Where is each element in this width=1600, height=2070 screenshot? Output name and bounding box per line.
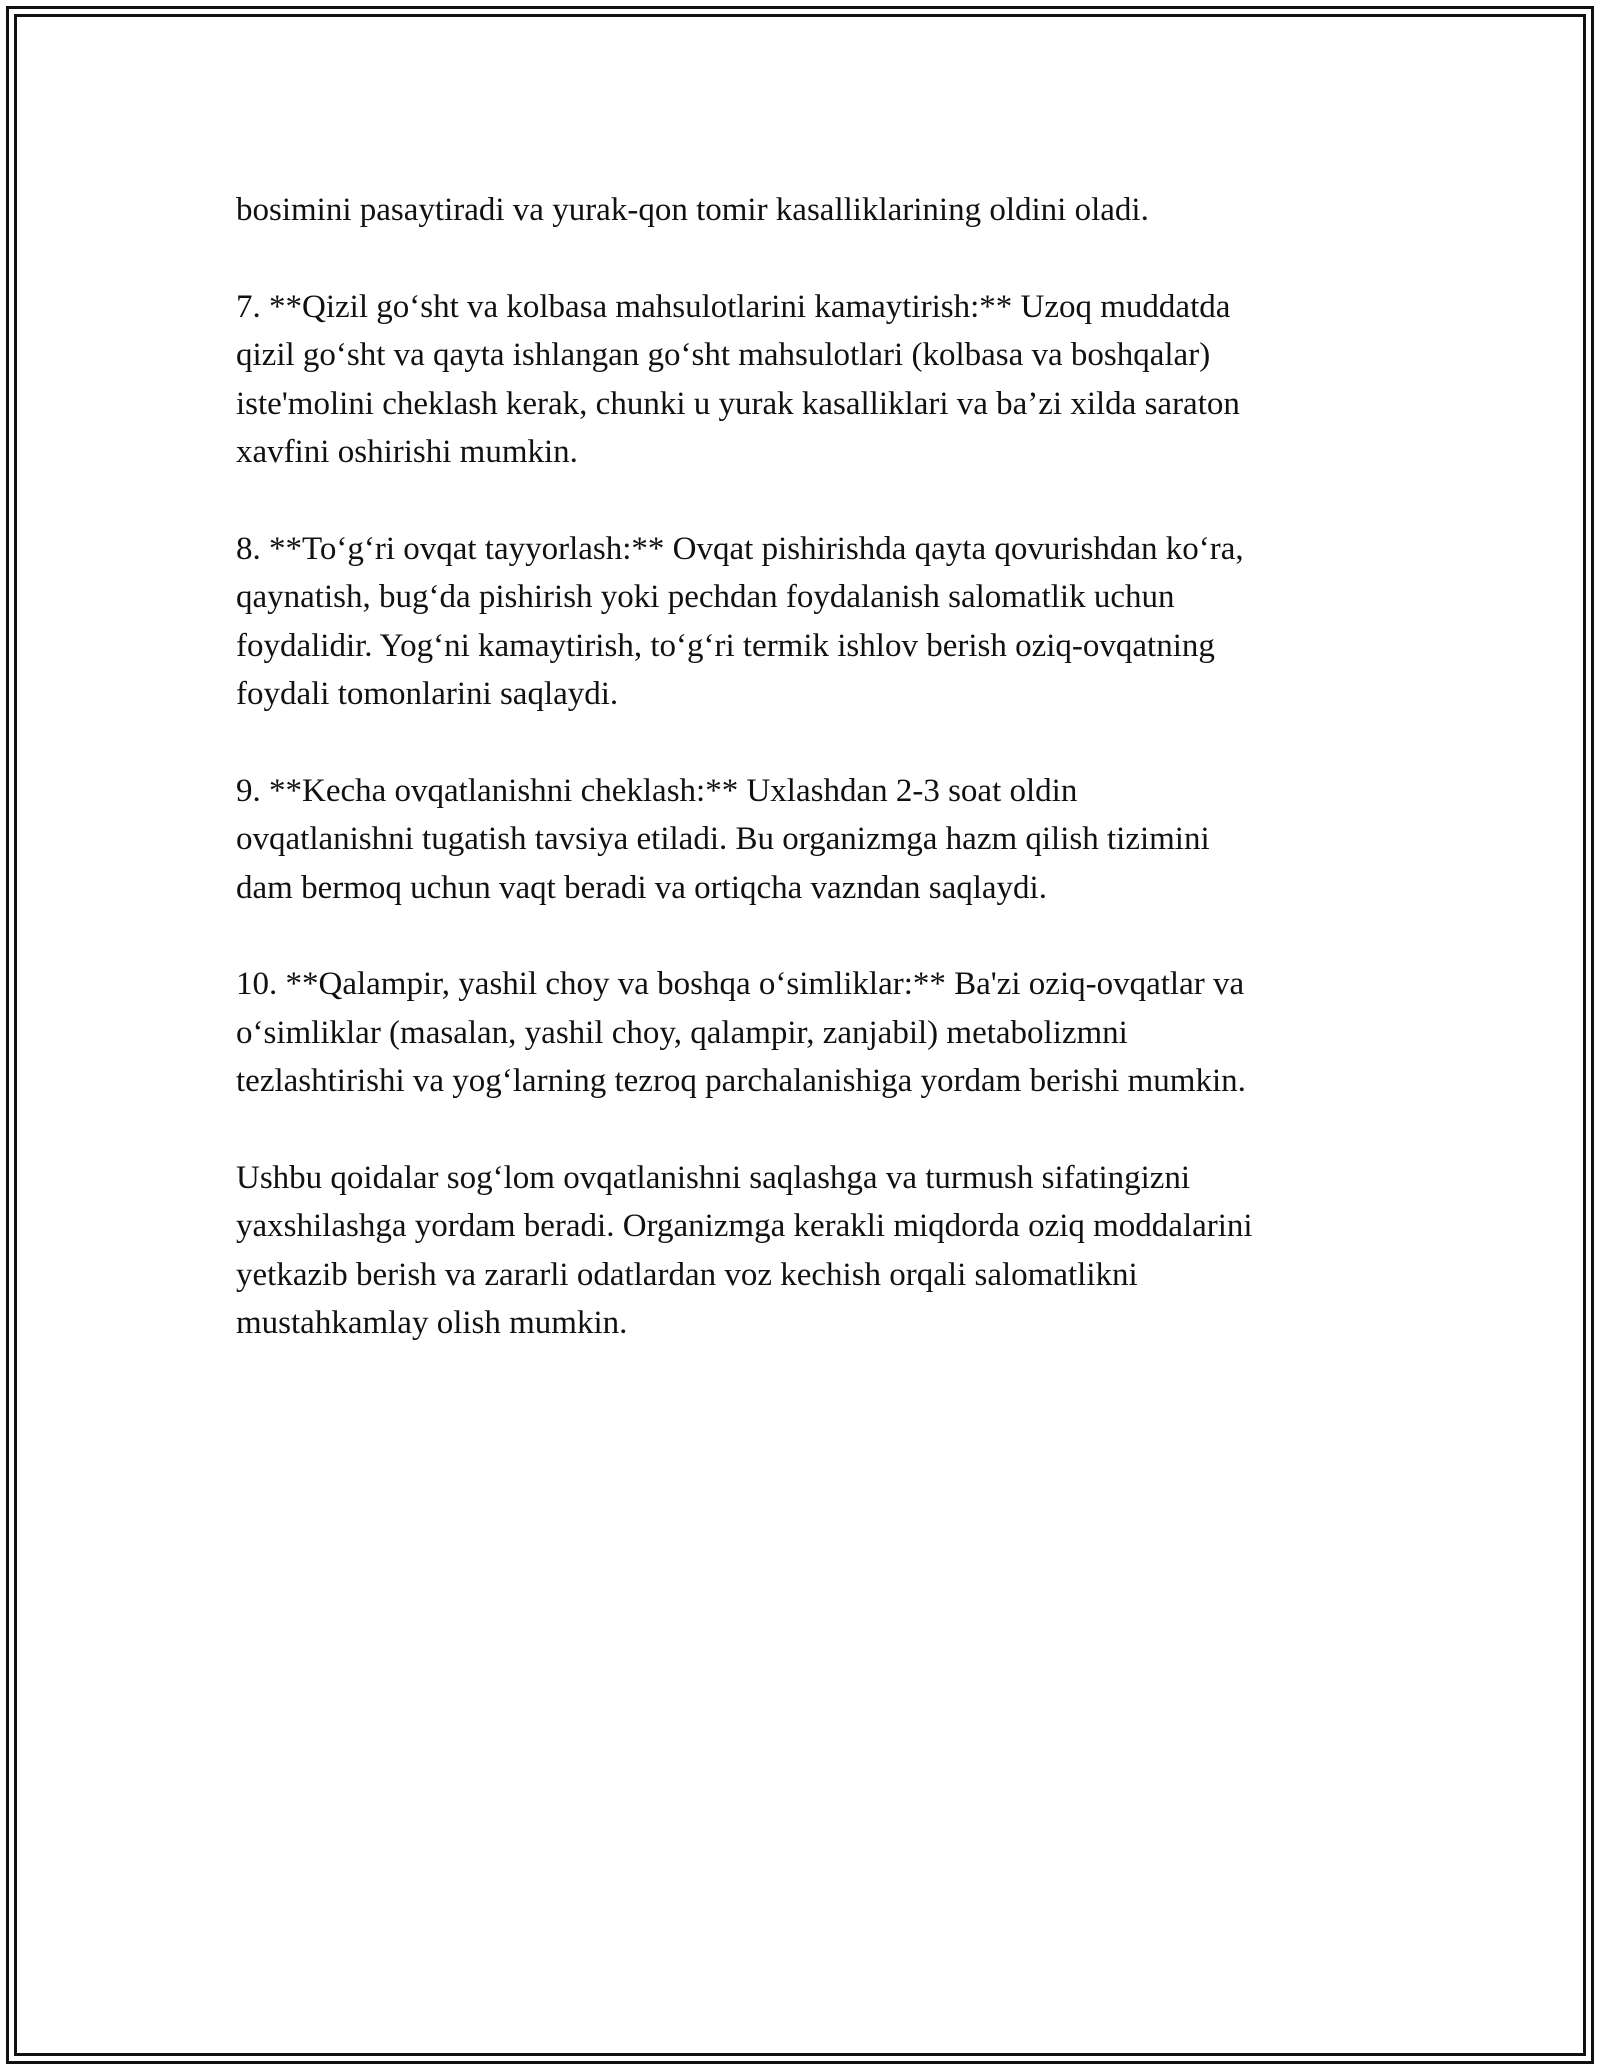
- paragraph-continuation: bosimini pasaytiradi va yurak-qon tomir kasalliklarining oldini oladi.: [236, 192, 1149, 228]
- document-body: [236, 186, 1376, 1396]
- paragraph-item-7: 7. **Qizil go‘sht va kolbasa mahsulotlarini kamaytirish:** Uzoq muddatda qizil go‘sht va qayta ishlangan go‘sht mahsulotlari (kolbasa va boshqalar) iste'molini cheklash kerak, chunki u yurak kasalliklari va ba’zi xilda saraton xavfini oshirishi mumkin.: [236, 288, 1240, 470]
- paragraph-item-10: 10. **Qalampir, yashil choy va boshqa o‘simliklar:** Ba'zi oziq-ovqatlar va o‘simliklar (masalan, yashil choy, qalampir, zanjabil) metabolizmni tezlashtirishi va yog‘larning tezroq parchalanishiga yordam berishi mumkin.: [236, 966, 1246, 1099]
- paragraph-conclusion: Ushbu qoidalar sog‘lom ovqatlanishni saqlashga va turmush sifatingizni yaxshilashga yordam beradi. Organizmga kerakli miqdorda oziq moddalarini yetkazib berish va zararli odatlardan voz kechish orqali salomatlikni mustahkamlay olish mumkin.: [236, 1159, 1253, 1341]
- paragraph-item-8: 8. **To‘g‘ri ovqat tayyorlash:** Ovqat pishirishda qayta qovurishdan ko‘ra, qaynatish, bug‘da pishirish yoki pechdan foydalanish salomatlik uchun foydalidir. Yog‘ni kamaytirish, to‘g‘ri termik ishlov berish oziq-ovqatning foydali tomonlarini saqlaydi.: [236, 530, 1244, 712]
- paragraph-item-9: 9. **Kecha ovqatlanishni cheklash:** Uxlashdan 2-3 soat oldin ovqatlanishni tugatish tavsiya etiladi. Bu organizmga hazm qilish tizimini dam bermoq uchun vaqt beradi va ortiqcha vazndan saqlaydi.: [236, 772, 1210, 906]
